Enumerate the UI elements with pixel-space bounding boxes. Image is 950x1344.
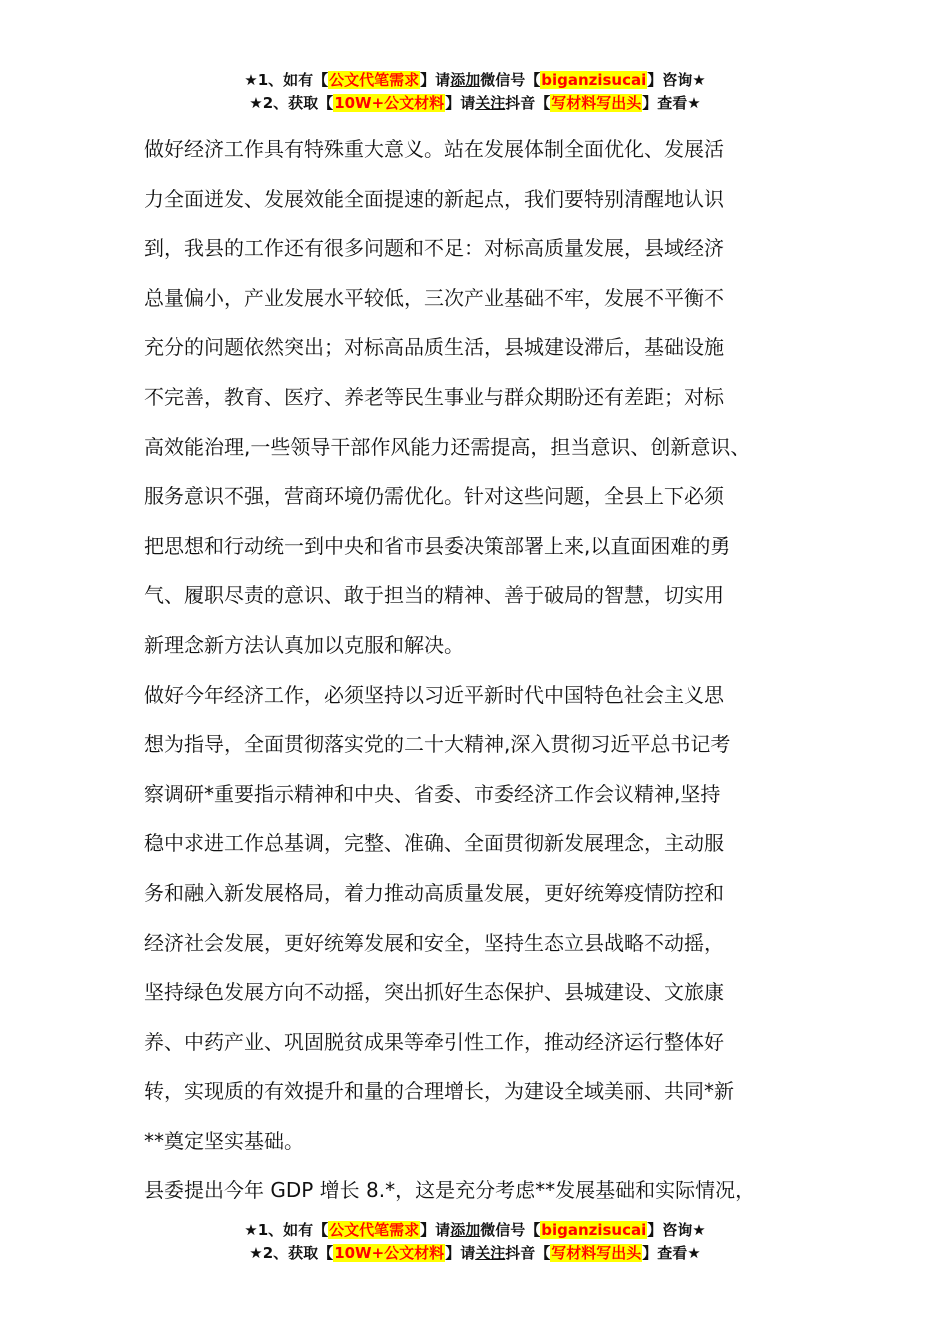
promo-underline: 添加 (450, 1221, 481, 1239)
body-line: 经济社会发展，更好统筹发展和安全，坚持生态立县战略不动摇， (144, 930, 724, 955)
promo-underline: 添加 (450, 71, 481, 89)
promo-text: 】请 (445, 1244, 476, 1262)
promo-text: 】请 (420, 1221, 451, 1239)
document-body (144, 125, 834, 1216)
body-line: 充分的问题依然突出；对标高品质生活，县城建设滞后，基础设施 (144, 335, 724, 360)
promo-text: 】请 (420, 71, 451, 89)
body-line: 稳中求进工作总基调，完整、准确、全面贯彻新发展理念，主动服 (144, 831, 724, 856)
promo-highlight: 写材料写出头 (551, 94, 642, 112)
promo-highlight: 公文代笔需求 (329, 1221, 420, 1239)
promo-line-1 (0, 69, 950, 92)
promo-text: 抖音【 (505, 94, 551, 112)
body-line: 把思想和行动统一到中央和省市县委决策部署上来,以直面困难的勇 (144, 533, 731, 558)
promo-line-2 (0, 92, 950, 115)
body-line: 高效能治理,一些领导干部作风能力还需提高，担当意识、创新意识、 (144, 434, 751, 459)
promo-text: ★2、获取【 (249, 94, 334, 112)
body-line: **奠定坚实基础。 (144, 1128, 304, 1153)
body-line: 气、履职尽责的意识、敢于担当的精神、善于破局的智慧，切实用 (144, 583, 724, 608)
body-line: 察调研*重要指示精神和中央、省委、市委经济工作会议精神,坚持 (144, 781, 721, 806)
promo-highlight: 10W+公文材料 (334, 94, 445, 112)
promo-text: 】查看★ (642, 1244, 701, 1262)
body-line: 新理念新方法认真加以克服和解决。 (144, 632, 464, 657)
promo-text: ★1、如有【 (244, 71, 329, 89)
body-line: 到，我县的工作还有很多问题和不足：对标高质量发展，县域经济 (144, 236, 724, 261)
body-line: 养、中药产业、巩固脱贫成果等牵引性工作，推动经济运行整体好 (144, 1029, 724, 1054)
promo-line-1 (0, 1219, 950, 1242)
promo-text: 抖音【 (505, 1244, 551, 1262)
promo-underline: 关注 (475, 94, 506, 112)
promo-banner-top (0, 69, 950, 115)
promo-text: 】请 (445, 94, 476, 112)
body-line: 力全面迸发、发展效能全面提速的新起点，我们要特别清醒地认识 (144, 186, 724, 211)
promo-highlight: 写材料写出头 (551, 1244, 642, 1262)
promo-text: 】查看★ (642, 94, 701, 112)
body-line: 服务意识不强，营商环境仍需优化。针对这些问题，全县上下必须 (144, 484, 724, 509)
promo-text: 微信号【 (480, 71, 541, 89)
body-line: 县委提出今年 GDP 增长 8.*，这是充分考虑**发展基础和实际情况， (144, 1178, 756, 1203)
promo-banner-bottom (0, 1219, 950, 1265)
promo-text: 】咨询★ (647, 1221, 706, 1239)
body-line: 想为指导，全面贯彻落实党的二十大精神,深入贯彻习近平总书记考 (144, 732, 731, 757)
body-line: 坚持绿色发展方向不动摇，突出抓好生态保护、县城建设、文旅康 (144, 980, 724, 1005)
body-line: 务和融入新发展格局，着力推动高质量发展，更好统筹疫情防控和 (144, 880, 724, 905)
body-line: 总量偏小，产业发展水平较低，三次产业基础不牢，发展不平衡不 (144, 285, 724, 310)
promo-highlight: 10W+公文材料 (334, 1244, 445, 1262)
promo-text: 微信号【 (480, 1221, 541, 1239)
promo-text: 】咨询★ (647, 71, 706, 89)
body-line: 做好今年经济工作，必须坚持以习近平新时代中国特色社会主义思 (144, 682, 724, 707)
promo-text: ★1、如有【 (244, 1221, 329, 1239)
body-line: 转，实现质的有效提升和量的合理增长，为建设全域美丽、共同*新 (144, 1079, 734, 1104)
promo-line-2 (0, 1242, 950, 1265)
promo-highlight: biganzisucai (541, 1221, 647, 1239)
body-line: 不完善，教育、医疗、养老等民生事业与群众期盼还有差距；对标 (144, 384, 724, 409)
promo-highlight: biganzisucai (541, 71, 647, 89)
promo-underline: 关注 (475, 1244, 506, 1262)
body-line: 做好经济工作具有特殊重大意义。站在发展体制全面优化、发展活 (144, 137, 724, 161)
promo-text: ★2、获取【 (249, 1244, 334, 1262)
promo-highlight: 公文代笔需求 (329, 71, 420, 89)
